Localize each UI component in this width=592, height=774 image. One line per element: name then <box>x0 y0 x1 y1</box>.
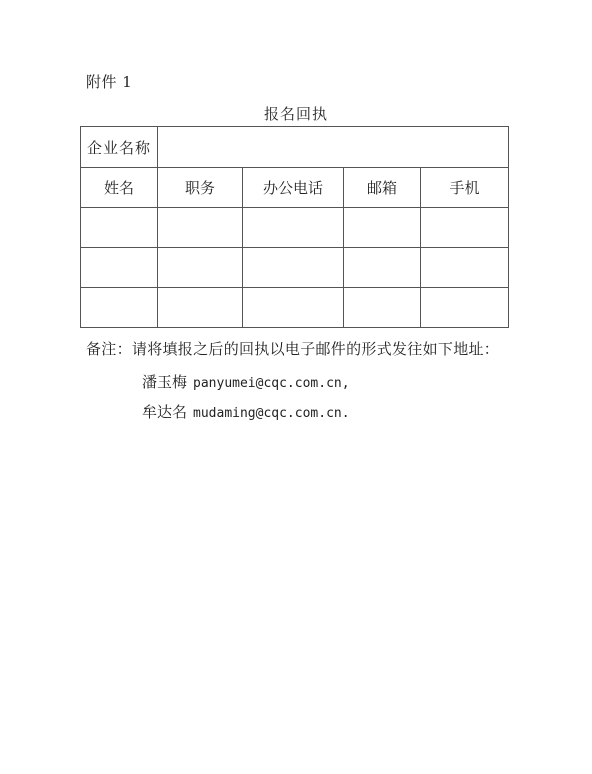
table-row <box>81 208 509 248</box>
contact-email: panyumei@cqc.com.cn, <box>193 376 350 391</box>
table-cell[interactable] <box>158 208 243 248</box>
table-row <box>81 248 509 288</box>
note-text: 备注：请将填报之后的回执以电子邮件的形式发往如下地址： <box>86 340 500 358</box>
header-position: 职务 <box>158 168 243 208</box>
table-cell[interactable] <box>421 208 509 248</box>
table-cell[interactable] <box>81 208 158 248</box>
table-cell[interactable] <box>81 288 158 328</box>
table-cell[interactable] <box>243 288 344 328</box>
company-name-cell[interactable] <box>158 127 509 168</box>
company-row <box>81 127 509 168</box>
contact-line <box>142 371 350 392</box>
contact-name: 牟达名 <box>142 403 188 421</box>
table-row <box>81 288 509 328</box>
table-cell[interactable] <box>421 248 509 288</box>
table-cell[interactable] <box>344 288 421 328</box>
table-cell[interactable] <box>344 248 421 288</box>
header-name: 姓名 <box>81 168 158 208</box>
contact-name: 潘玉梅 <box>142 373 188 391</box>
header-mobile: 手机 <box>421 168 509 208</box>
table-cell[interactable] <box>344 208 421 248</box>
table-cell[interactable] <box>158 288 243 328</box>
table-cell[interactable] <box>158 248 243 288</box>
attachment-label: 附件 1 <box>86 73 133 91</box>
table-cell[interactable] <box>243 208 344 248</box>
table-cell[interactable] <box>421 288 509 328</box>
table-cell[interactable] <box>81 248 158 288</box>
header-email: 邮箱 <box>344 168 421 208</box>
company-name-label: 企业名称 <box>81 127 158 168</box>
header-row <box>81 168 509 208</box>
contact-line <box>142 401 350 422</box>
header-office-phone: 办公电话 <box>243 168 344 208</box>
contact-email: mudaming@cqc.com.cn. <box>193 406 350 421</box>
registration-table <box>80 126 509 328</box>
form-title: 报名回执 <box>263 105 328 123</box>
table-cell[interactable] <box>243 248 344 288</box>
